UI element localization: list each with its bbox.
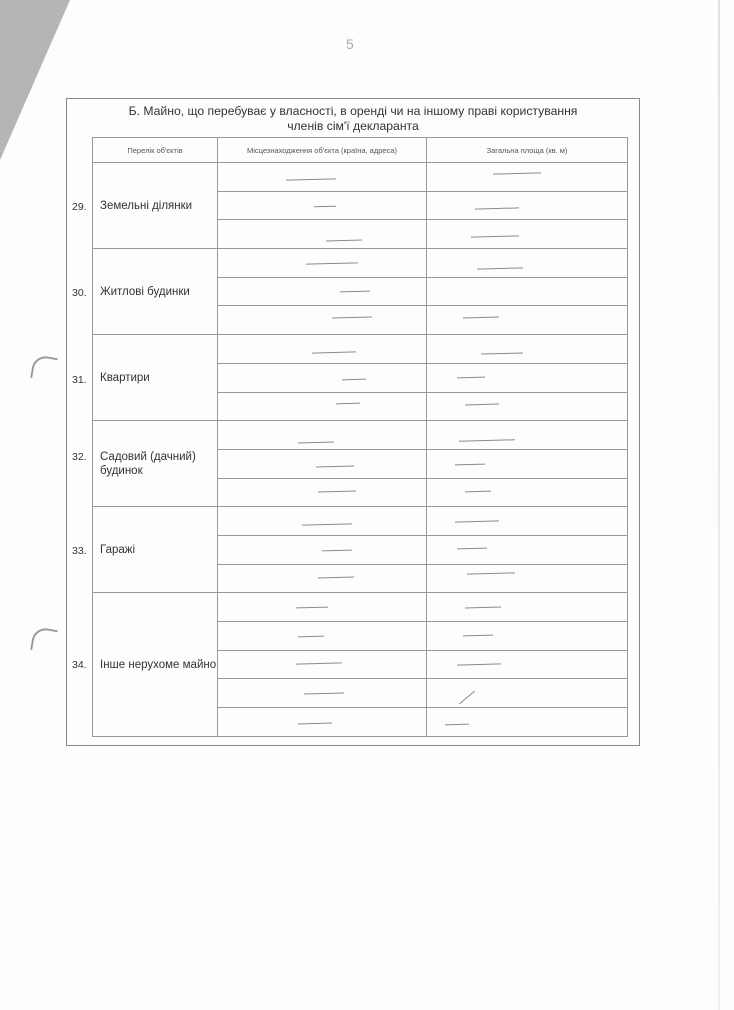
area-cell [427,507,628,536]
location-cell [218,277,427,306]
location-cell [218,507,427,536]
property-table [92,137,628,737]
location-cell [218,249,427,278]
row-label-houses: Житлові будинки [93,249,218,335]
row-label-dacha: Садовий (дачний) будинок [93,421,218,507]
area-cell [427,249,628,278]
area-cell [427,163,628,192]
header-area: Загальна площа (кв. м) [427,138,628,163]
area-cell [427,478,628,507]
row-number-34: 34. [72,659,87,671]
area-cell [427,564,628,593]
area-cell [427,708,628,737]
page-number: 5 [346,36,354,52]
area-cell [427,593,628,622]
area-cell [427,220,628,249]
location-cell [218,392,427,421]
punch-hole [30,626,58,654]
location-cell [218,679,427,708]
area-cell [427,277,628,306]
area-cell [427,535,628,564]
location-cell [218,163,427,192]
location-cell [218,335,427,364]
location-cell [218,191,427,220]
location-cell [218,306,427,335]
area-cell [427,191,628,220]
area-cell [427,306,628,335]
area-cell [427,335,628,364]
header-row [93,138,628,163]
location-cell [218,449,427,478]
section-title-line2: членів сім'ї декларанта [287,119,419,133]
area-cell [427,449,628,478]
location-cell [218,421,427,450]
row-number-33: 33. [72,545,87,557]
area-cell [427,363,628,392]
location-cell [218,535,427,564]
row-label-land: Земельні ділянки [93,163,218,249]
scan-edge [718,0,720,1010]
row-number-31: 31. [72,374,87,386]
row-number-30: 30. [72,287,87,299]
location-cell [218,650,427,679]
table-row [93,507,628,536]
row-number-32: 32. [72,451,87,463]
area-cell [427,679,628,708]
section-title [100,104,606,134]
area-cell [427,392,628,421]
area-cell [427,421,628,450]
row-label-garages: Гаражі [93,507,218,593]
area-cell [427,650,628,679]
row-number-29: 29. [72,201,87,213]
location-cell [218,622,427,651]
punch-hole [30,354,58,382]
row-label-other: Інше нерухоме майно [93,593,218,736]
scan-shadow [0,0,70,160]
location-cell [218,363,427,392]
header-location: Місцезнаходження об'єкта (країна, адреса) [218,138,427,163]
table-row [93,593,628,622]
location-cell [218,220,427,249]
section-title-line1: Б. Майно, що перебуває у власності, в оренді чи на іншому праві користування [128,104,578,118]
table-row [93,249,628,278]
row-label-apartments: Квартири [93,335,218,421]
location-cell [218,478,427,507]
table-row [93,335,628,364]
table-row [93,421,628,450]
location-cell [218,564,427,593]
table-row [93,163,628,192]
location-cell [218,593,427,622]
location-cell [218,708,427,737]
header-objects: Перелік об'єктів [93,138,218,163]
area-cell [427,622,628,651]
